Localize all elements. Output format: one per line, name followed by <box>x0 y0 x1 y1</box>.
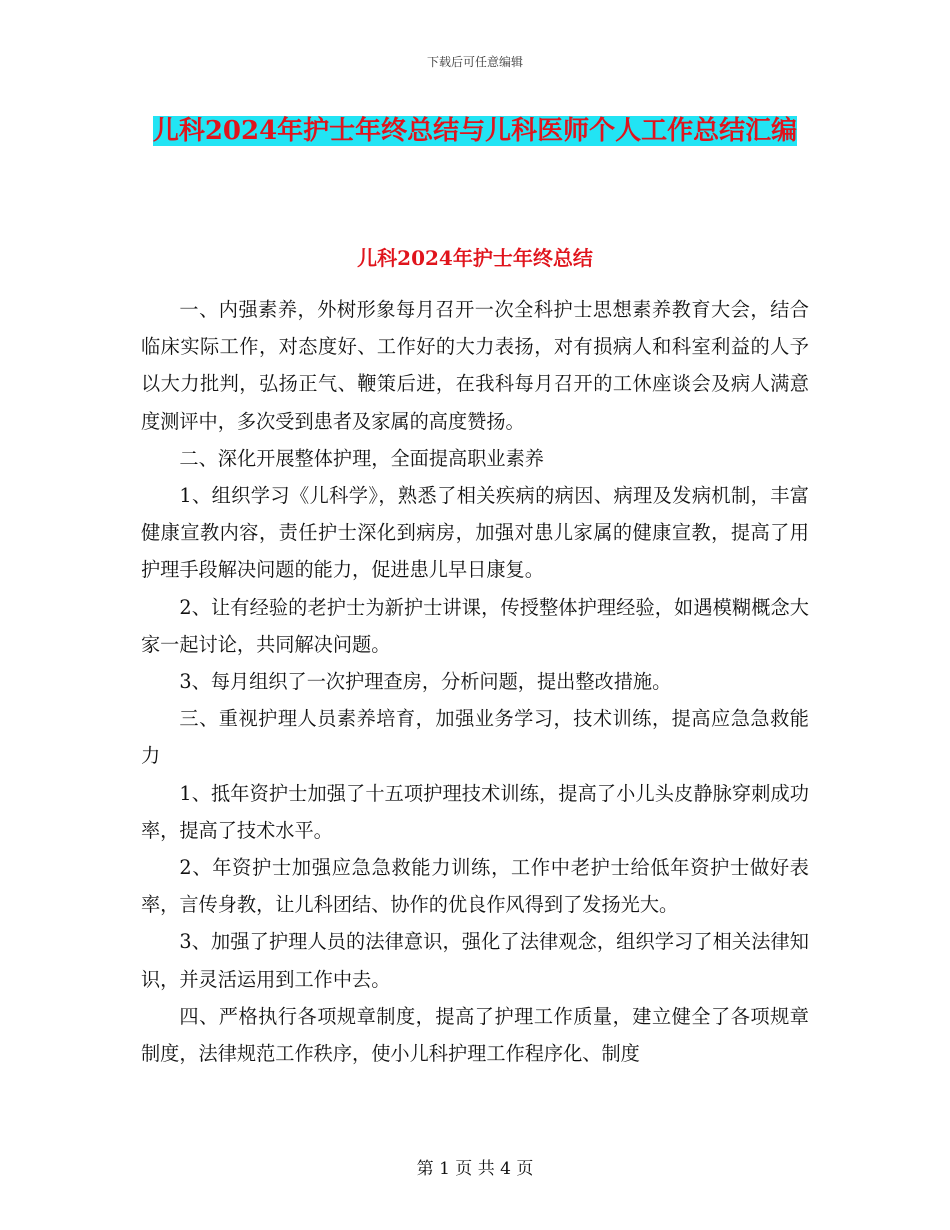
document-title <box>140 109 810 153</box>
page-header-note: 下载后可任意编辑 <box>426 55 523 69</box>
paragraph: 一、内强素养，外树形象每月召开一次全科护士思想素养教育大会，结合临床实际工作，对态度好、工作好的大力表扬，对有损病人和科室利益的人予以大力批判，弘扬正气、鞭策后进，在我科每月召开的工休座谈会及病人满意度测评中，多次受到患者及家属的高度赞扬。 <box>141 298 809 433</box>
page-footer: 第 1 页 共 4 页 <box>416 1159 534 1179</box>
paragraph: 3、每月组织了一次护理查房，分析问题，提出整改措施。 <box>179 670 672 694</box>
section-title: 儿科2024年护士年终总结 <box>357 246 593 270</box>
paragraph: 3、加强了护理人员的法律意识，强化了法律观念，组织学习了相关法律知识，并灵活运用到工作中去。 <box>141 930 809 991</box>
document-title-text: 儿科2024年护士年终总结与儿科医师个人工作总结汇编 <box>152 116 798 146</box>
document-body <box>141 291 809 1072</box>
paragraph: 1、抵年资护士加强了十五项护理技术训练，提高了小儿头皮静脉穿刺成功率，提高了技术水平。 <box>141 781 809 842</box>
paragraph: 三、重视护理人员素养培育，加强业务学习，技术训练，提高应急急救能力 <box>141 707 809 768</box>
paragraph: 2、年资护士加强应急急救能力训练，工作中老护士给低年资护士做好表率，言传身教，让儿科团结、协作的优良作风得到了发扬光大。 <box>141 856 809 917</box>
paragraph: 2、让有经验的老护士为新护士讲课，传授整体护理经验，如遇模糊概念大家一起讨论，共同解决问题。 <box>141 595 809 656</box>
paragraph: 四、严格执行各项规章制度，提高了护理工作质量，建立健全了各项规章制度，法律规范工作秩序，使小儿科护理工作程序化、制度 <box>141 1004 809 1066</box>
paragraph: 1、组织学习《儿科学》，熟悉了相关疾病的病因、病理及发病机制，丰富健康宣教内容，责任护士深化到病房，加强对患儿家属的健康宣教，提高了用护理手段解决问题的能力，促进患儿早日康复。 <box>141 484 809 582</box>
paragraph: 二、深化开展整体护理，全面提高职业素养 <box>179 446 544 470</box>
